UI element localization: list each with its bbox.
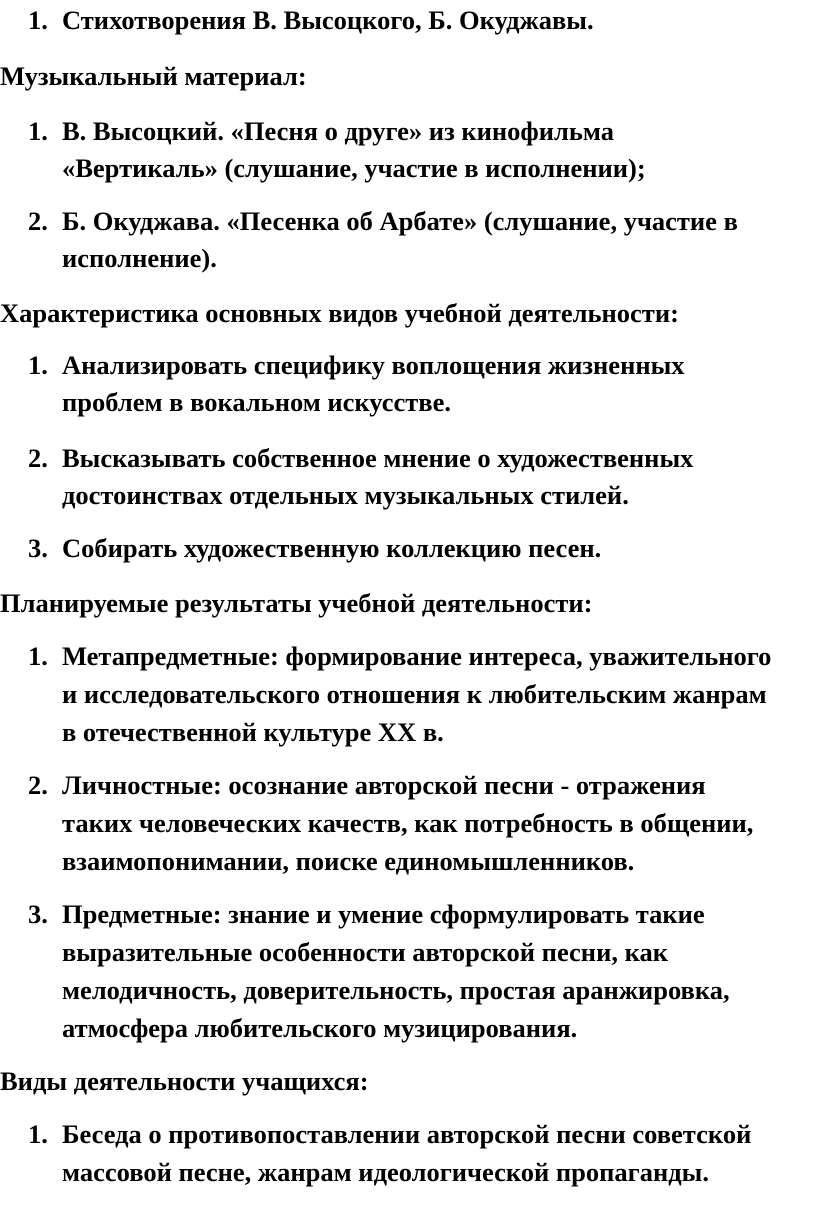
list-item-text: Высказывать собственное мнение о художественных (62, 443, 694, 473)
list-item-number: 1. (28, 1119, 48, 1149)
list-item-text: Б. Окуджава. «Песенка об Арбате» (слушание, участие в (62, 206, 738, 236)
list-item-number: 2. (28, 443, 48, 473)
list-item-text: массовой песне, жанрам идеологической пропаганды. (62, 1157, 709, 1187)
list-item-text: «Вертикаль» (слушание, участие в исполнении); (62, 153, 646, 183)
list-item-number: 2. (28, 770, 48, 800)
list-item-text: Стихотворения В. Высоцкого, Б. Окуджавы. (62, 5, 594, 35)
list-item-text: исполнение). (62, 243, 217, 273)
list-item-text: Собирать художественную коллекцию песен. (62, 533, 602, 563)
list-item-text: Анализировать специфику воплощения жизненных (62, 350, 685, 380)
list-item-text: Предметные: знание и умение сформулировать такие (62, 899, 705, 929)
section-heading: Виды деятельности учащихся: (0, 1066, 369, 1096)
section-heading: Характеристика основных видов учебной деятельности: (0, 298, 679, 328)
list-item-text: в отечественной культуре XX в. (62, 717, 444, 747)
list-item-number: 3. (28, 899, 48, 929)
list-item-text: мелодичность, доверительность, простая аранжировка, (62, 975, 730, 1005)
list-item-text: Метапредметные: формирование интереса, уважительного (62, 641, 772, 671)
list-item-text: выразительные особенности авторской песни, как (62, 937, 668, 967)
list-item-number: 1. (28, 116, 48, 146)
list-item-text: Личностные: осознание авторской песни - отражения (62, 770, 706, 800)
list-item-number: 1. (28, 5, 48, 35)
section-heading: Планируемые результаты учебной деятельности: (0, 588, 593, 618)
list-item-text: В. Высоцкий. «Песня о друге» из кинофильма (62, 116, 615, 146)
list-item-text: Беседа о противопоставлении авторской песни советской (62, 1119, 752, 1149)
list-item-text: проблем в вокальном искусстве. (62, 387, 451, 417)
list-item-text: таких человеческих качеств, как потребность в общении, (62, 808, 754, 838)
list-item-text: взаимопонимании, поиске единомышленников. (62, 846, 635, 876)
list-item-text: атмосфера любительского музицирования. (62, 1013, 578, 1043)
section-heading: Музыкальный материал: (0, 61, 307, 91)
list-item-number: 2. (28, 206, 48, 236)
list-item-text: достоинствах отдельных музыкальных стилей. (62, 480, 629, 510)
list-item-number: 1. (28, 641, 48, 671)
list-item-number: 3. (28, 533, 48, 563)
list-item-text: и исследовательского отношения к любительским жанрам (62, 679, 767, 709)
list-item-number: 1. (28, 350, 48, 380)
